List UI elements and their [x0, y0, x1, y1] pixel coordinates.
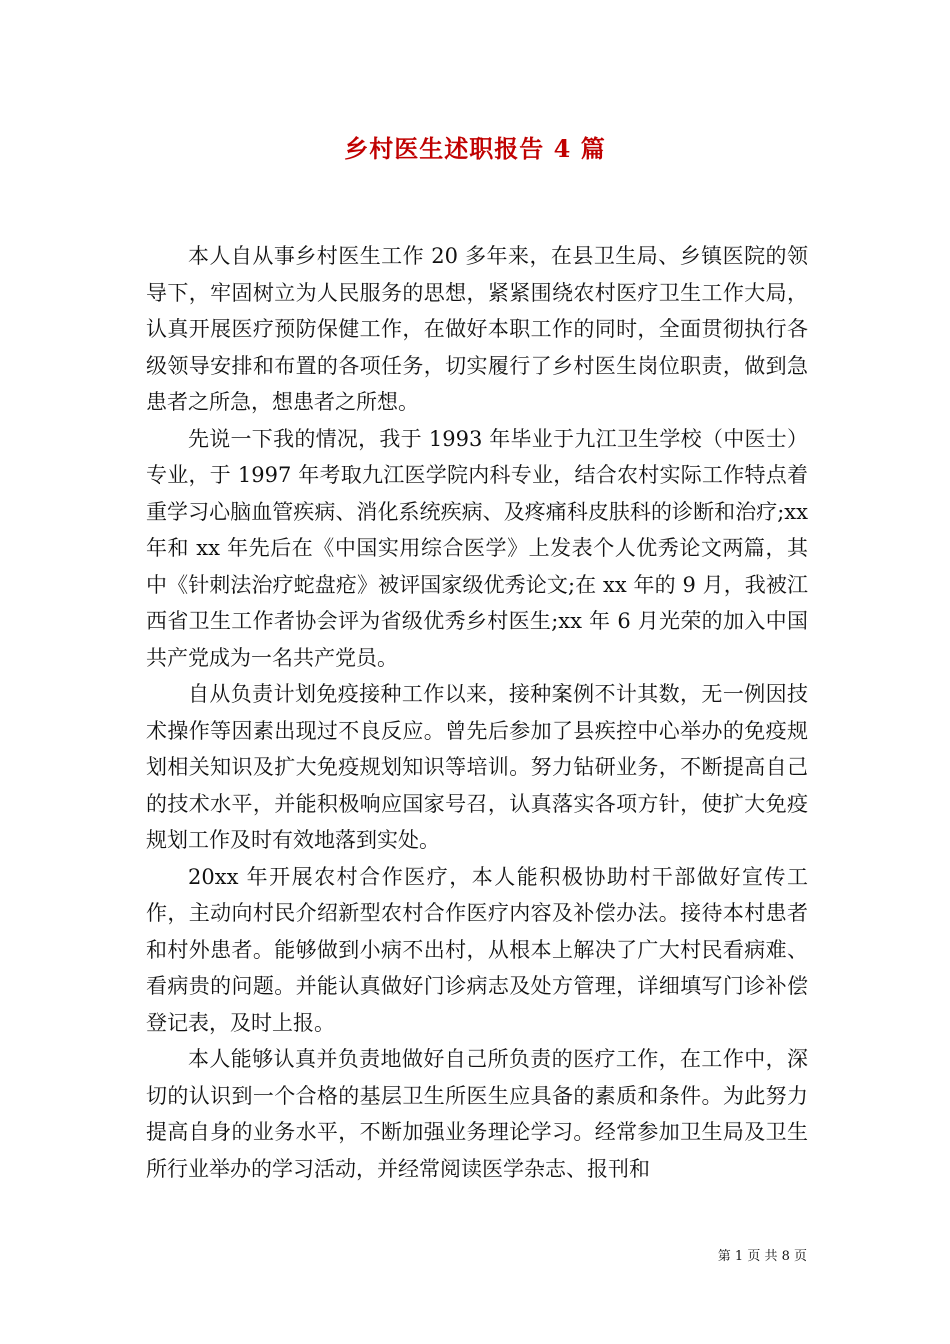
paragraph-5: 本人能够认真并负责地做好自己所负责的医疗工作，在工作中，深切的认识到一个合格的基层卫生所医生应具备的素质和条件。为此努力提高自身的业务水平，不断加强业务理论学习。经常参加卫生局及卫生所行业举办的学习活动，并经常阅读医学杂志、报刊和: [146, 1047, 808, 1181]
paragraph-1: 本人自从事乡村医生工作 20 多年来，在县卫生局、乡镇医院的领导下，牢固树立为人民服务的思想，紧紧围绕农村医疗卫生工作大局，认真开展医疗预防保健工作，在做好本职工作的同时，全面贯彻执行各级领导安排和布置的各项任务，切实履行了乡村医生岗位职责，做到急患者之所急，想患者之所想。: [146, 244, 808, 414]
document-title: 乡村医生述职报告 4 篇: [344, 134, 606, 163]
document-body: [146, 238, 808, 1187]
paragraph-3: 自从负责计划免疫接种工作以来，接种案例不计其数，无一例因技术操作等因素出现过不良反应。曾先后参加了县疾控中心举办的免疫规划相关知识及扩大免疫规划知识等培训。努力钻研业务，不断提高自己的技术水平，并能积极响应国家号召，认真落实各项方针，使扩大免疫规划工作及时有效地落到实处。: [146, 682, 808, 852]
paragraph-2: 先说一下我的情况，我于 1993 年毕业于九江卫生学校（中医士）专业，于 1997 年考取九江医学院内科专业，结合农村实际工作特点着重学习心脑血管疾病、消化系统疾病、及疼痛科皮肤科的诊断和治疗;xx 年和 xx 年先后在《中国实用综合医学》上发表个人优秀论文两篇，其中《针刺法治疗蛇盘疮》被评国家级优秀论文;在 xx 年的 9 月，我被江西省卫生工作者协会评为省级优秀乡村医生;xx 年 6 月光荣的加入中国共产党成为一名共产党员。: [146, 426, 808, 670]
paragraph-4: 20xx 年开展农村合作医疗，本人能积极协助村干部做好宣传工作，主动向村民介绍新型农村合作医疗内容及补偿办法。接待本村患者和村外患者。能够做到小病不出村，从根本上解决了广大村民看病难、看病贵的问题。并能认真做好门诊病志及处方管理，详细填写门诊补偿登记表，及时上报。: [146, 864, 808, 1035]
page-number-footer: 第 1 页 共 8 页: [717, 1249, 807, 1264]
